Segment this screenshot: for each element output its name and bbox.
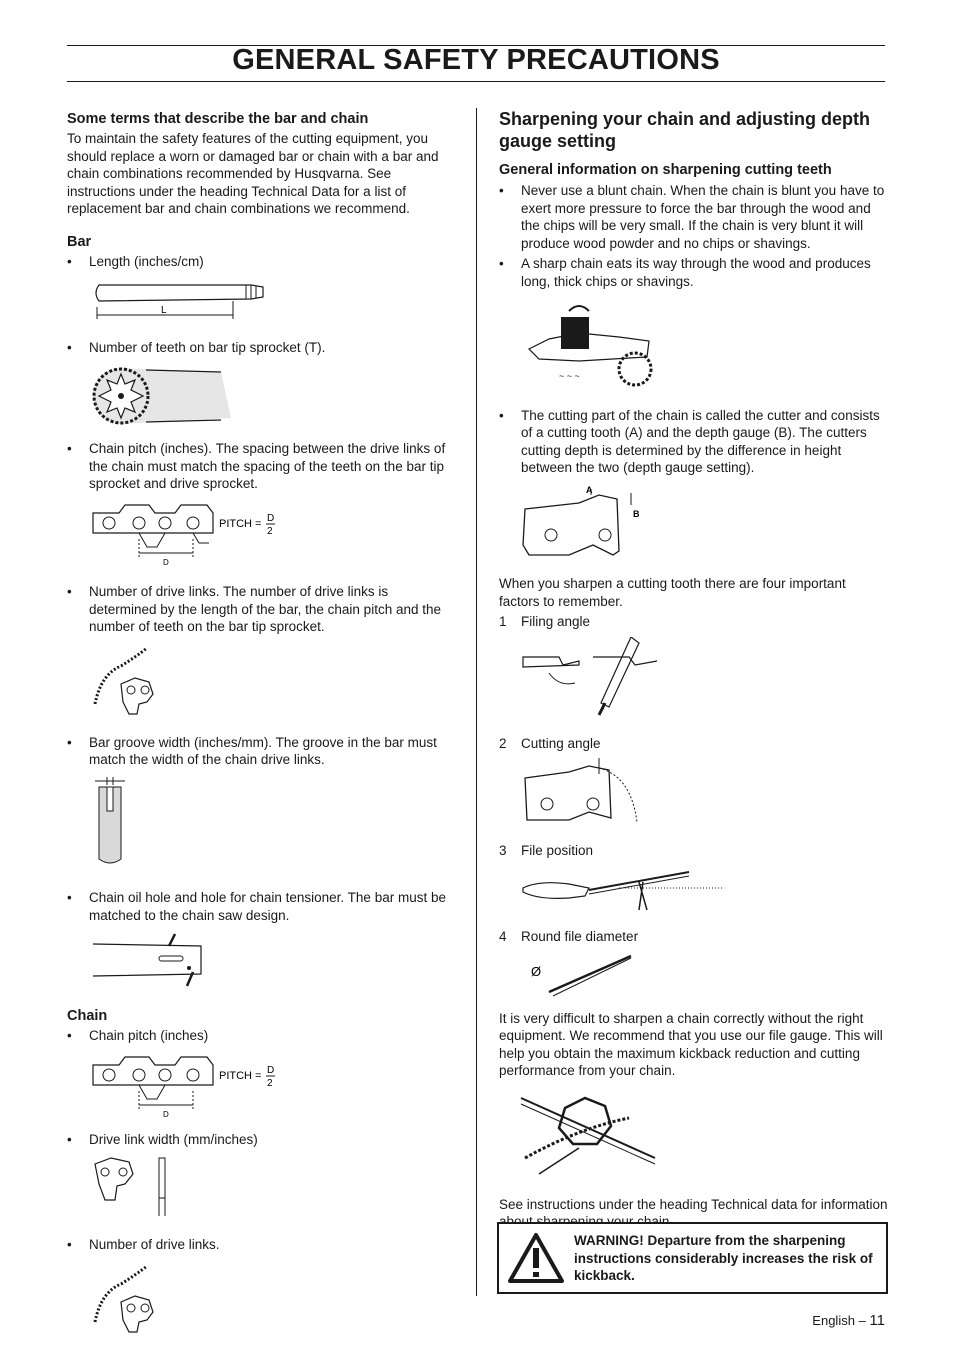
factor-2-label: Cutting angle bbox=[521, 735, 601, 751]
terms-heading: Some terms that describe the bar and chain bbox=[67, 111, 369, 127]
factor-2-number: 2 bbox=[499, 735, 507, 751]
bar-groove-figure bbox=[93, 777, 153, 873]
chain-item-drive-link-width: • Drive link width (mm/inches) bbox=[67, 1131, 457, 1149]
bar-item-groove: • Bar groove width (inches/mm). The groove in the bar must match the width of the chain drive links. bbox=[67, 734, 457, 769]
chips-mark: ~ ~ ~ bbox=[559, 370, 580, 381]
factor-1 bbox=[499, 613, 889, 631]
bar-item-drive-links: • Number of drive links. The number of drive links is determined by the length of the bar, the chain pitch and the number of teeth on the bar tip sprocket. bbox=[67, 583, 457, 636]
factor-4-label: Round file diameter bbox=[521, 928, 639, 944]
bar-item-sprocket: • Number of teeth on bar tip sprocket (T). bbox=[67, 339, 457, 357]
factors-intro: When you sharpen a cutting tooth there are four important factors to remember. bbox=[499, 575, 846, 609]
factor-4 bbox=[499, 928, 889, 946]
sharp-chain-item: • A sharp chain eats its way through the wood and produces long, thick chips or shavings. bbox=[499, 255, 889, 290]
title-rule bbox=[67, 81, 885, 82]
file-position-figure bbox=[519, 866, 729, 918]
bar-heading: Bar bbox=[67, 233, 92, 250]
warning-box bbox=[497, 1222, 888, 1294]
pitch-den: 2 bbox=[267, 525, 273, 537]
round-file-figure bbox=[519, 950, 639, 1000]
chain-pitch-figure bbox=[89, 499, 309, 567]
bar-item-pitch: • Chain pitch (inches). The spacing between the drive links of the chain must match the spacing of the teeth on the bar tip sprocket and drive sprocket. bbox=[67, 440, 457, 493]
factor-3-number: 3 bbox=[499, 843, 507, 859]
factor-1-label: Filing angle bbox=[521, 614, 591, 630]
length-label: L bbox=[161, 304, 167, 316]
sharpening-heading: Sharpening your chain and adjusting depth gauge setting bbox=[499, 109, 871, 151]
label-a: A bbox=[586, 484, 593, 495]
warning-triangle-icon bbox=[507, 1232, 565, 1284]
drive-links-figure bbox=[91, 644, 171, 720]
bar-length-figure bbox=[91, 275, 291, 325]
cutting-angle-figure bbox=[519, 758, 659, 830]
cutter-item: • The cutting part of the chain is called the cutter and consists of a cutting tooth (A) and the depth gauge (B). The cutters cutting depth is determined by the difference in height between the two (depth gauge setting). bbox=[499, 407, 889, 477]
chain-heading: Chain bbox=[67, 1008, 108, 1025]
terms-text: To maintain the safety features of the cutting equipment, you should replace a worn or damaged bar or chain with a bar and chain combinations recommended by Husqvarna. See instructions under the heading Technical Data for a list of replacement bar and chain combinations we recommend. bbox=[67, 131, 439, 217]
cutter-figure bbox=[519, 485, 649, 561]
drive-link-width-figure bbox=[91, 1154, 191, 1224]
chain-item-drive-links: • Number of drive links. bbox=[67, 1236, 457, 1254]
oil-hole-figure bbox=[89, 932, 229, 992]
factor-2 bbox=[499, 735, 889, 753]
page-number: 11 bbox=[869, 1312, 885, 1329]
pitch-num: D bbox=[267, 512, 275, 524]
page-title: GENERAL SAFETY PRECAUTIONS bbox=[232, 44, 720, 76]
bar-item-oil-hole: • Chain oil hole and hole for chain tensioner. The bar must be matched to the chain saw design. bbox=[67, 889, 457, 924]
file-gauge-figure bbox=[519, 1088, 659, 1180]
drive-links-figure-2 bbox=[91, 1262, 171, 1338]
page-footer bbox=[812, 1312, 885, 1329]
general-info-heading: General information on sharpening cutting teeth bbox=[499, 162, 832, 178]
chain-pitch-figure-2 bbox=[89, 1051, 309, 1119]
blunt-chain-item: • Never use a blunt chain. When the chain is blunt you have to exert more pressure to force the bar through the wood and the chips will be very small. If the chain is very blunt it will produce wood powder and no chips or shavings. bbox=[499, 182, 889, 252]
see-instructions-text: See instructions under the heading Technical data for information bbox=[499, 1196, 888, 1212]
footer-language: English bbox=[812, 1313, 855, 1328]
factor-3 bbox=[499, 842, 889, 860]
factor-4-number: 4 bbox=[499, 928, 507, 944]
pitch-den-2: 2 bbox=[267, 1077, 273, 1089]
pitch-num-2: D bbox=[267, 1064, 275, 1076]
bar-item-length: • Length (inches/cm) bbox=[67, 253, 457, 271]
column-divider bbox=[476, 108, 477, 1296]
footer-separator: – bbox=[858, 1313, 866, 1328]
left-column bbox=[67, 108, 457, 1338]
factor-3-label: File position bbox=[521, 843, 594, 859]
diameter-symbol: Ø bbox=[531, 963, 542, 979]
factor-1-number: 1 bbox=[499, 614, 507, 630]
filing-angle-figure bbox=[519, 637, 669, 721]
bar-tip-sprocket-figure bbox=[91, 364, 251, 428]
label-b: B bbox=[633, 508, 640, 519]
pitch-label: PITCH = bbox=[219, 517, 262, 530]
warning-text: WARNING! Departure from the sharpening instructions considerably increases the risk of kickback. bbox=[574, 1233, 873, 1284]
pitch-d-label-2: D bbox=[163, 1109, 169, 1119]
pitch-d-label: D bbox=[163, 557, 169, 567]
chain-item-pitch: • Chain pitch (inches) bbox=[67, 1027, 457, 1045]
pitch-label-2: PITCH = bbox=[219, 1069, 262, 1082]
sharp-chain-figure bbox=[519, 299, 679, 395]
right-column bbox=[499, 108, 889, 1231]
equipment-text: It is very difficult to sharpen a chain correctly without the right equipment. We recommend that you use our file gauge. This will help you obtain the maximum kickback reduction and cutting performance from your chain. bbox=[499, 1010, 883, 1079]
